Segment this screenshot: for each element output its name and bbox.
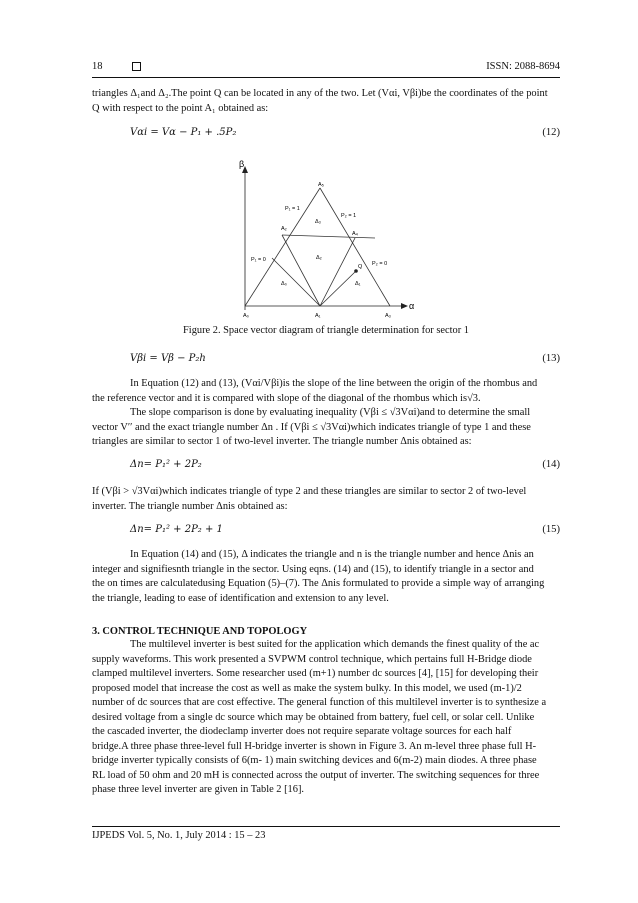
line-p1-0 bbox=[272, 258, 320, 306]
text-line: the reference vector and it is compared with slope of the diagonal of the rhombus which is√3. bbox=[92, 392, 481, 404]
paragraph-comparison bbox=[92, 406, 560, 450]
label-p2-1: P₂ = 1 bbox=[341, 213, 357, 219]
text-line: In Equation (14) and (15), Δ indicates the triangle and n is the triangle number and hence Δnis an bbox=[130, 549, 534, 560]
label-a0: A₀ bbox=[243, 313, 249, 319]
text-line: the cascaded inverter, the diodeclamp inverter does not require separate voltage sources for each half bbox=[92, 726, 512, 737]
label-p1-1: P₁ = 1 bbox=[285, 206, 300, 212]
label-a4: A₄ bbox=[352, 231, 358, 237]
paragraph-type2 bbox=[92, 485, 560, 514]
text-line: The slope comparison is done by evaluating inequality (Vβi ≤ √3Vαi)and to determine the small bbox=[130, 407, 531, 418]
text-line: inverter. The triangle number Δnis obtained as: bbox=[92, 500, 288, 512]
edge-a2-a1 bbox=[282, 235, 320, 306]
equation-13 bbox=[130, 353, 560, 367]
text-line: If (Vβi > √3Vαi)which indicates triangle of type 2 and these triangles are similar to sector 2 of two-level bbox=[92, 486, 527, 497]
label-delta1: Δ₁ bbox=[355, 281, 361, 287]
text-line: triangles are similar to sector 1 of two-level inverter. The triangle number Δnis obtained as: bbox=[92, 436, 472, 447]
reference-vector bbox=[320, 271, 356, 306]
equation-body: Vβi = Vβ − P₂h bbox=[130, 353, 206, 364]
label-p2-0: P₂ = 0 bbox=[372, 261, 388, 267]
text-line: supply waveforms. This work presented a SVPWM control technique, which pertains full H-Bridge diode bbox=[92, 653, 532, 665]
equation-body: Δn= P₁² + 2P₂ bbox=[130, 459, 202, 470]
page-footer: IJPEDS Vol. 5, No. 1, July 2014 : 15 – 23 bbox=[92, 830, 266, 841]
text-line: vector V′′ and the exact triangle number Δn . If (Vβi ≤ √3Vαi)which indicates triangle of type 1 and these bbox=[92, 421, 531, 433]
label-a1: A₁ bbox=[315, 313, 321, 319]
text-line: RL load of 50 ohm and 20 mH is connected across the output of inverter. The switching sequences for three bbox=[92, 769, 540, 781]
text-line: The multilevel inverter is best suited for the application which demands the finest quality of the ac bbox=[130, 639, 540, 650]
equation-number: (13) bbox=[542, 353, 560, 364]
equation-number: (15) bbox=[542, 524, 560, 535]
paragraph-triangle-number bbox=[92, 548, 560, 606]
footer-rule bbox=[92, 826, 560, 827]
page-header bbox=[92, 61, 560, 75]
text-line: triangles Δ₁and Δ₂.The point Q can be located in any of the two. Let (Vαi, Vβi)be the coordinates of the point bbox=[92, 88, 548, 99]
text-line: the on times are calculatedusing Equation (5)–(7). The Δnis formulated to provide a simple way of arranging bbox=[92, 578, 545, 589]
text-line: desired voltage from a single dc source which may be obtained from battery, fuel cell, or solar cell. Unlike bbox=[92, 711, 535, 723]
text-line: In Equation (12) and (13), (Vαi/Vβi)is the slope of the line between the origin of the rhombus and bbox=[130, 378, 538, 389]
header-rule bbox=[92, 77, 560, 78]
alpha-label: α bbox=[409, 301, 415, 311]
equation-number: (14) bbox=[542, 459, 560, 470]
label-delta2: Δ₂ bbox=[316, 255, 322, 261]
label-a3: A₃ bbox=[385, 313, 391, 319]
text-line: proposed model that increase the cost as well as make the system bulky. In this model, we used (m-1)/2 bbox=[92, 682, 522, 694]
section-heading: 3. CONTROL TECHNIQUE AND TOPOLOGY bbox=[92, 626, 308, 637]
label-a2: A₂ bbox=[281, 226, 287, 232]
label-a5: A₅ bbox=[318, 182, 324, 188]
intro-paragraph bbox=[92, 87, 560, 116]
text-line: bridge inverter typically consists of 6(m- 1) main switching devices and 6(m-2) main diodes. A three phase bbox=[92, 755, 537, 766]
line-p1-1 bbox=[282, 235, 375, 238]
text-line: number of dc sources that are cost effective. The general function of this multilevel inverter is to synthesize a bbox=[92, 697, 547, 708]
text-line: bridge.A three phase three-level full H-bridge inverter is shown in Figure 3. An m-level three phase full H- bbox=[92, 740, 537, 752]
paragraph-slope bbox=[92, 377, 560, 406]
label-delta0: Δ₀ bbox=[281, 281, 287, 287]
equation-14 bbox=[130, 459, 560, 473]
edge-a1-a4 bbox=[320, 238, 355, 306]
equation-15 bbox=[130, 524, 560, 538]
text-line: the triangle, leading to ease of identification and extension to any level. bbox=[92, 592, 389, 604]
equation-body: Δn= P₁² + 2P₂ + 1 bbox=[130, 524, 223, 535]
page-number: 18 bbox=[92, 61, 103, 72]
paragraph-control-technique bbox=[92, 638, 560, 798]
text-line: phase three level inverter are given in Table 2 [16]. bbox=[92, 784, 304, 795]
issn-label: ISSN: 2088-8694 bbox=[486, 61, 560, 72]
label-q: Q bbox=[358, 264, 363, 270]
edge-a5-a3 bbox=[320, 188, 390, 306]
equation-number: (12) bbox=[542, 127, 560, 138]
beta-label: β bbox=[239, 159, 245, 169]
label-p1-0: P₁ = 0 bbox=[251, 257, 266, 263]
equation-body: Vαi = Vα − P₁ + .5P₂ bbox=[130, 127, 237, 138]
text-line: integer and signifiesnth triangle in the sector. Using eqns. (14) and (15), to identify triangle in a sector and bbox=[92, 563, 534, 575]
alpha-arrow-icon bbox=[401, 303, 408, 309]
text-line: clamped multilevel inverters. Some researcher used (m+1) number dc sources [4], [15] for developing their bbox=[92, 668, 539, 679]
text-line: Q with respect to the point A₁ obtained as: bbox=[92, 102, 269, 114]
space-vector-diagram bbox=[225, 155, 425, 320]
edge-a0-a5 bbox=[245, 188, 320, 306]
equation-12 bbox=[130, 127, 560, 141]
figure-caption: Figure 2. Space vector diagram of triangle determination for sector 1 bbox=[183, 325, 469, 336]
checkbox-glyph-icon bbox=[132, 62, 141, 71]
label-delta3: Δ₃ bbox=[315, 219, 321, 225]
